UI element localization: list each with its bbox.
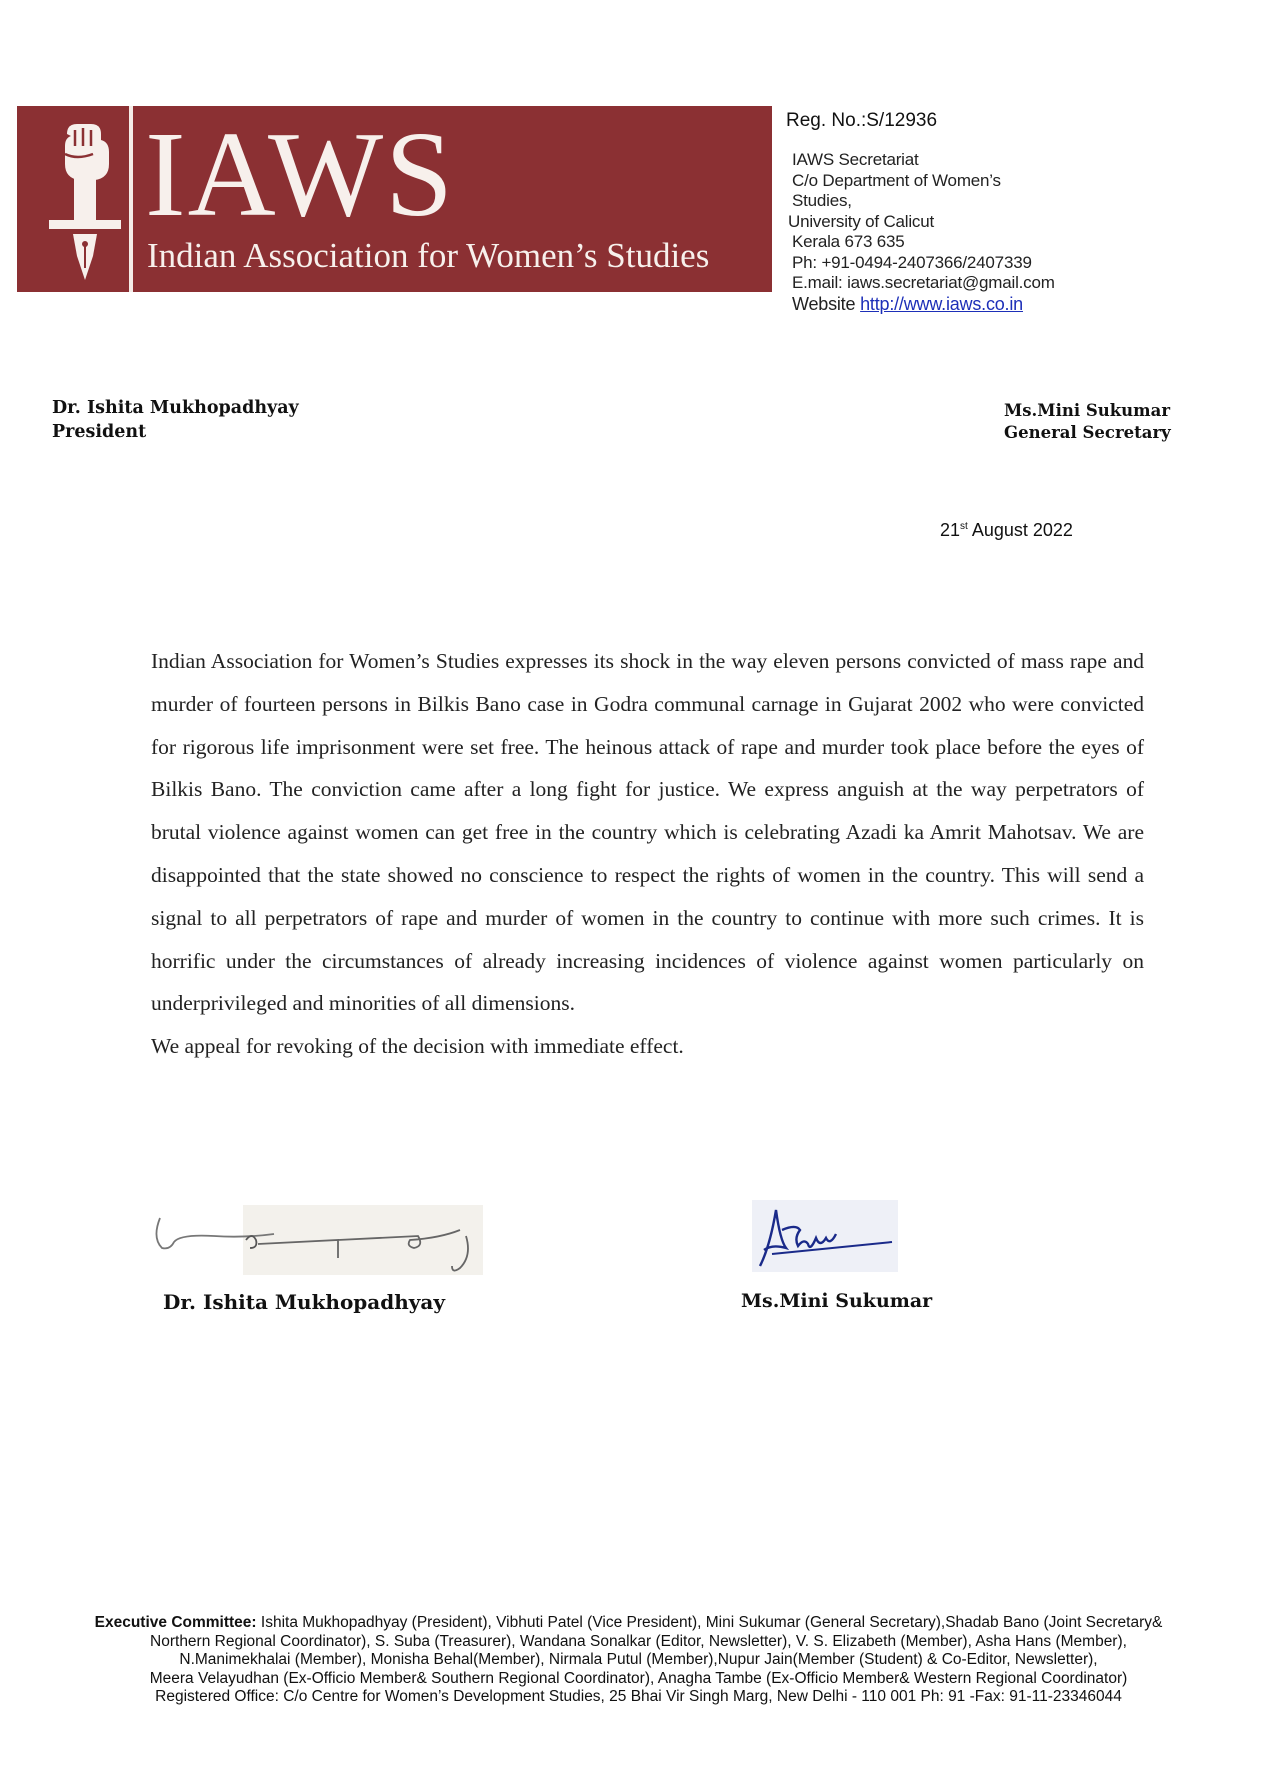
address-line: University of Calicut: [788, 211, 935, 231]
address-line: IAWS Secretariat: [792, 150, 919, 169]
president-title: President: [52, 422, 147, 442]
president-heading: [52, 396, 299, 444]
secretariat-address: [788, 150, 1055, 314]
footer-line: Meera Velayudhan (Ex-Officio Member& Southern Regional Coordinator), Anagha Tambe (Ex-Officio Member& Western Regional Coordinator): [149, 1669, 1128, 1687]
date-suffix: st: [960, 521, 968, 532]
registration-number: Reg. No.:S/12936: [786, 110, 938, 131]
appeal-paragraph: We appeal for revoking of the decision with immediate effect.: [151, 1034, 684, 1059]
date-month-year: August 2022: [967, 520, 1073, 540]
footer-line: [0, 1614, 1277, 1633]
secretary-signature: [752, 1200, 898, 1272]
letter-body: [151, 640, 1144, 1068]
letter-date: [940, 520, 1073, 541]
secretary-heading: [1004, 400, 1171, 444]
address-line: Studies,: [792, 191, 852, 210]
registered-office-line: Registered Office: C/o Centre for Women’s Development Studies, 25 Bhai Vir Singh Marg, New Delhi - 110 001 Ph: 91 -Fax: 91-11-23346044: [155, 1688, 1122, 1705]
secretary-name: Ms.Mini Sukumar: [1004, 401, 1171, 420]
president-name: Dr. Ishita Mukhopadhyay: [52, 398, 299, 418]
address-line: C/o Department of Women’s: [792, 170, 1001, 190]
logo-abbreviation: IAWS: [145, 107, 455, 242]
statement-paragraph: Indian Association for Women’s Studies expresses its shock in the way eleven persons convicted of mass rape and murder of fourteen persons in Bilkis Bano case in Godra communal carnage in Gujarat 2002 who were convicted for rigorous life imprisonment were set free. The heinous attack of rape and murder took place before the eyes of Bilkis Bano. The conviction came after a long fight for justice. We express anguish at the way perpetrators of brutal violence against women can get free in the country which is celebrating Azadi ka Amrit Mahotsav. We are disappointed that the state showed no conscience to respect the rights of women in the country. This will send a signal to all perpetrators of rape and murder of women in the country to continue with more such crimes. It is horrific under the circumstances of already increasing incidences of violence against women particularly on underprivileged and minorities of all dimensions.: [151, 649, 1144, 1016]
phone-line: Ph: +91-0494-2407366/2407339: [792, 252, 1032, 272]
president-signature: [148, 1200, 488, 1280]
website-link[interactable]: http://www.iaws.co.in: [860, 293, 1023, 314]
footer-line: N.Manimekhalai (Member), Monisha Behal(Member), Nirmala Putul (Member),Nupur Jain(Member (Student) & Co-Editor, Newsletter),: [179, 1651, 1098, 1668]
footer-line: Northern Regional Coordinator), S. Suba (Treasurer), Wandana Sonalkar (Editor, Newsletter), V. S. Elizabeth (Member), Asha Hans (Member),: [150, 1632, 1127, 1650]
organization-name: Indian Association for Women’s Studies: [147, 236, 710, 275]
secretary-title: General Secretary: [1004, 423, 1171, 442]
footer-line-text: Ishita Mukhopadhyay (President), Vibhuti Patel (Vice President), Mini Sukumar (General Secretary),Shadab Bano (Joint Secretary&: [256, 1614, 1163, 1631]
executive-committee-footer: [0, 1614, 1277, 1707]
banner-divider: [129, 106, 133, 292]
date-day: 21: [940, 520, 961, 540]
letterhead-banner: [17, 106, 772, 292]
raised-fist-pen-icon: [45, 116, 125, 286]
president-signature-name: Dr. Ishita Mukhopadhyay: [163, 1290, 445, 1314]
email-line: E.mail: iaws.secretariat@gmail.com: [792, 273, 1055, 292]
address-line: Kerala 673 635: [792, 232, 905, 251]
website-line: [792, 294, 1055, 315]
footer-label: Executive Committee:: [94, 1614, 257, 1631]
website-label: Website: [792, 293, 856, 314]
secretary-signature-name: Ms.Mini Sukumar: [741, 1290, 933, 1312]
